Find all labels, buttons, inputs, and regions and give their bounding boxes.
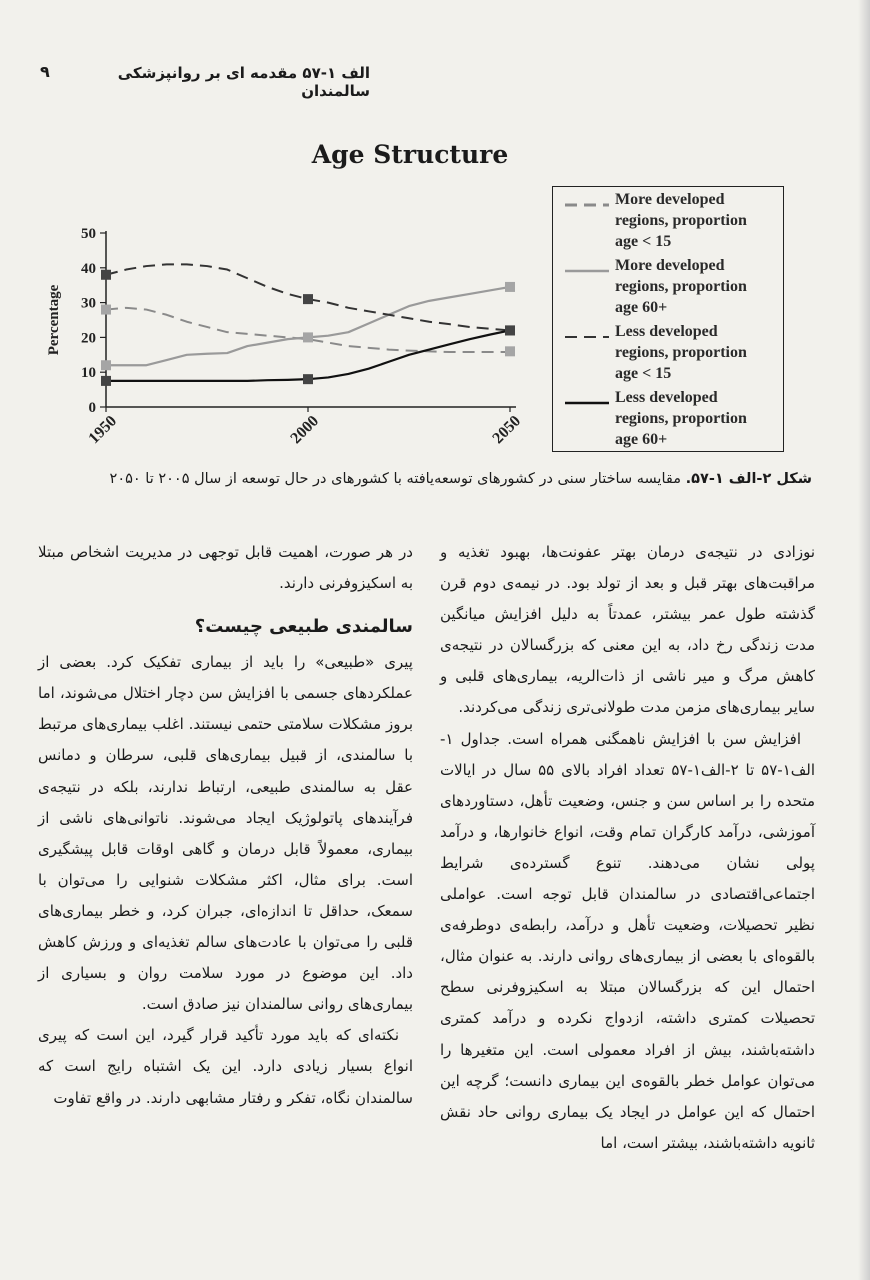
- page-edge-shadow: [858, 0, 870, 1280]
- legend-entry-more-developed-60-plus: [561, 255, 781, 317]
- chart-title: Age Structure: [311, 140, 509, 169]
- body-paragraph: نوزادی در نتیجه‌ی درمان بهتر عفونت‌ها، بهبود تغذیه و مراقبت‌های بهتر قبل و بعد از تولد بود. در نیمه‌ی دوم قرن گذشته طول عمر بیشتر، عمدتاً به دلیل افزایش میانگین مدت زندگی رخ داد، به این معنی که بزرگسالان در نتیجه‌ی کاهش مرگ و میر ناشی از ذات‌الریه، بیماری‌های قلبی و سایر بیماری‌های مزمن مدت طولانی‌تری زندگی می‌کردند.: [440, 543, 815, 717]
- x-tick-label: 2000: [287, 412, 323, 448]
- legend-swatch-solid-gray: [565, 267, 609, 275]
- running-header: الف ۱-۵۷ مقدمه ای بر روانپزشکی سالمندان: [117, 64, 370, 100]
- legend-label-line: age < 15: [615, 365, 672, 382]
- legend-label-line: regions, proportion: [615, 410, 747, 427]
- figure-caption-text: مقایسه ساختار سنی در کشورهای توسعه‌یافته با کشورهای در حال توسعه از سال ۲۰۰۵ تا ۲۰۵۰: [109, 471, 681, 487]
- figure-caption: [92, 468, 812, 490]
- page-number: ۹: [40, 62, 50, 81]
- series-marker-2: [101, 270, 111, 280]
- series-marker-0: [303, 332, 313, 342]
- body-paragraph: نکته‌ای که باید مورد تأکید قرار گیرد، این است که پیری انواع بسیار زیادی دارد. این یک اشتباه رایج است که سالمندان نگاه، تفکر و رفتار مشابهی دارند. در واقع تفاوت: [38, 1026, 413, 1107]
- legend-label-line: regions, proportion: [615, 344, 747, 361]
- y-tick-label: 50: [81, 226, 96, 242]
- section-heading: سالمندی طبیعی چیست؟: [194, 616, 413, 638]
- legend-swatch-dashed-gray: [565, 201, 609, 209]
- x-tick-label: 1950: [85, 412, 121, 448]
- legend-entry-less-developed-under-15: [561, 321, 781, 383]
- body-column-left: [38, 537, 413, 1114]
- y-tick-label: 30: [81, 295, 96, 312]
- legend-label-line: More developed: [615, 191, 725, 208]
- legend-label-line: age 60+: [615, 431, 668, 448]
- y-tick-label: 10: [81, 365, 96, 382]
- y-tick-label: 20: [81, 330, 96, 347]
- series-marker-1: [101, 360, 111, 370]
- series-marker-3: [303, 374, 313, 384]
- legend-swatch-solid-black: [565, 399, 609, 407]
- legend-label-line: regions, proportion: [615, 278, 747, 295]
- legend-label-line: Less developed: [615, 389, 718, 406]
- series-marker-3: [505, 325, 515, 335]
- body-paragraph: افزایش سن با افزایش ناهمگنی همراه است. جداول ۱-الف۱-۵۷ تا ۲-الف۱-۵۷ تعداد افراد بالای ۵۵ سال در ایالات متحده را بر اساس سن و جنس، وضعیت تأهل، دستاوردهای آموزشی، درآمد کارگران تمام وقت، انواع خانوارها، و درآمد پولی نشان می‌دهند. تنوع گسترده‌ی شرایط اجتماعی‌اقتصادی در سالمندان قابل توجه است. عواملی نظیر تحصیلات، وضعیت تأهل و درآمد، رابطه‌ی دوطرفه‌ی بالقوه‌ای با بعضی از بیماری‌های روانی دارند. به عنوان مثال، احتمال این که بزرگسالان مبتلا به اسکیزوفرنی سطح تحصیلات کمتری داشته، ازدواج نکرده و درآمد کمتری داشته‌باشند، بیش از افراد معمولی است. این متغیرها را می‌توان عوامل خطر بالقوه‌ی این بیماری دانست؛ گرچه این احتمال که این عوامل در ایجاد یک بیماری روانی حاد نقش ثانویه داشته‌باشند، بیشتر است، اما: [440, 729, 816, 1152]
- series-marker-1: [505, 282, 515, 292]
- figure-caption-label: شکل ۲-الف ۱-۵۷.: [685, 471, 812, 487]
- legend-label-line: More developed: [615, 257, 725, 274]
- age-structure-chart: [40, 215, 540, 465]
- legend-label-line: age < 15: [615, 233, 672, 250]
- series-marker-0: [505, 346, 515, 356]
- x-tick-label: 2050: [489, 412, 525, 448]
- chart-series: [106, 264, 510, 381]
- legend-label-line: age 60+: [615, 299, 668, 316]
- chart-legend: [552, 186, 784, 452]
- legend-label-line: regions, proportion: [615, 212, 747, 229]
- body-paragraph: در هر صورت، اهمیت قابل توجهی در مدیریت اشخاص مبتلا به اسکیزوفرنی دارند.: [38, 543, 413, 593]
- body-paragraph: پیری «طبیعی» را باید از بیماری تفکیک کرد. بعضی از عملکردهای جسمی با افزایش سن دچار اختلال می‌شوند، اما بروز مشکلات سلامتی حتمی نیستند. اغلب بیماری‌های مرتبط با سالمندی، از قبیل بیماری‌های قلبی، سرطان و دمانس عقل به سالمندی طبیعی، ارتباط ندارند، بلکه در نتیجه‌ی فرآیندهای پاتولوژیک ایجاد می‌شوند. ناتوانی‌های ناشی از بیماری، معمولاً قابل درمان و گاهی اوقات قابل پیشگیری است. برای مثال، اکثر مشکلات شنوایی را می‌توان با سمعک، حداقل تا اندازه‌ای، جبران کرد، و خطر بیماری‌های قلبی را می‌توان با عادت‌های سالم تغذیه‌ای و ورزش کاهش داد. این موضوع در مورد سلامت روان و بسیاری از بیماری‌های روانی سالمندان نیز صادق است.: [38, 653, 413, 1014]
- y-axis-label: Percentage: [46, 284, 62, 356]
- y-tick-label: 40: [81, 260, 96, 277]
- legend-label-line: Less developed: [615, 323, 718, 340]
- series-marker-3: [101, 376, 111, 386]
- legend-entry-more-developed-under-15: [561, 189, 781, 251]
- series-marker-0: [101, 305, 111, 315]
- legend-entry-less-developed-60-plus: [561, 387, 781, 449]
- series-marker-2: [303, 294, 313, 304]
- y-tick-label: 0: [88, 400, 96, 416]
- body-column-right: [440, 537, 815, 1159]
- chart-markers: [101, 270, 515, 386]
- legend-swatch-dashed-dark: [565, 333, 609, 341]
